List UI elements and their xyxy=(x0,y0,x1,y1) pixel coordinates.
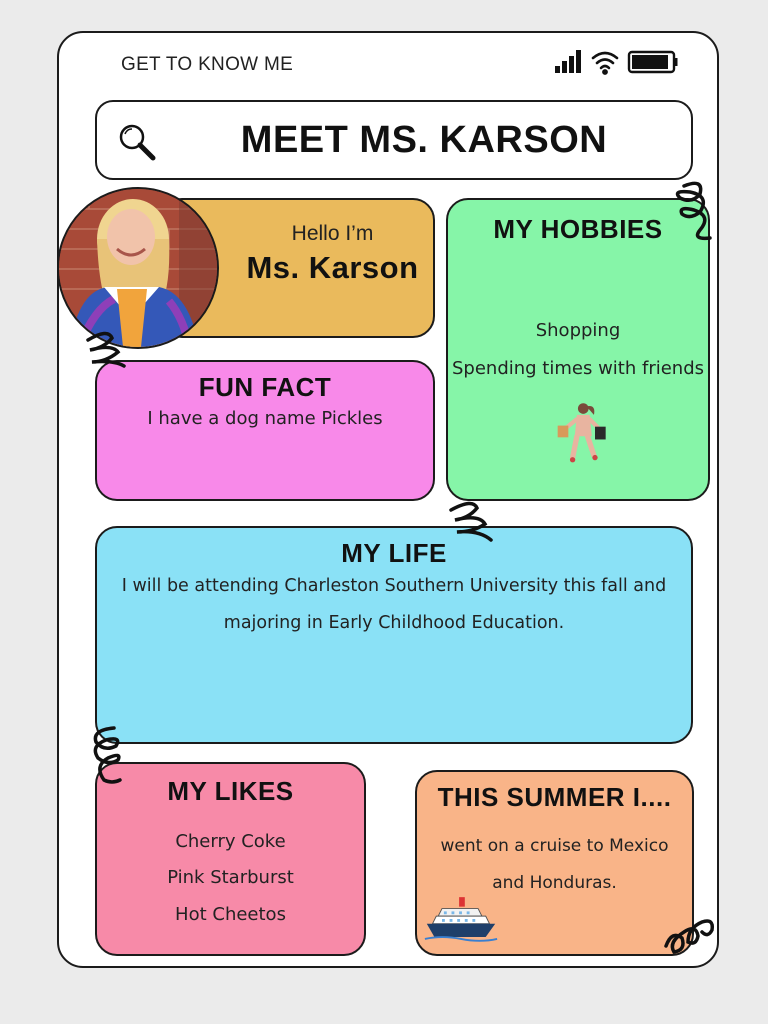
cruise-ship-icon xyxy=(423,894,499,944)
squiggle-decoration xyxy=(82,330,132,375)
squiggle-decoration xyxy=(662,906,718,962)
fun-fact-text: I have a dog name Pickles xyxy=(147,408,383,429)
fun-fact-card xyxy=(95,360,435,501)
squiggle-decoration xyxy=(670,180,718,244)
my-life-line: I will be attending Charleston Southern University this fall and xyxy=(121,576,667,596)
search-icon xyxy=(115,120,159,164)
shopping-woman-icon xyxy=(547,400,611,464)
squiggle-decoration xyxy=(84,724,128,786)
my-likes-card xyxy=(95,762,366,956)
my-life-title: MY LIFE xyxy=(341,538,447,568)
wifi-icon xyxy=(593,53,617,74)
teacher-name: Ms. Karson xyxy=(246,250,419,285)
page-title: MEET MS. KARSON xyxy=(240,119,608,161)
hobbies-title: MY HOBBIES xyxy=(493,214,663,244)
my-life-line: majoring in Early Childhood Education. xyxy=(223,613,565,633)
hobby-item: Shopping xyxy=(535,320,621,341)
squiggle-decoration xyxy=(445,498,497,546)
avatar xyxy=(57,187,219,349)
this-summer-card xyxy=(415,770,694,956)
status-title: GET TO KNOW ME xyxy=(121,54,294,75)
search-bar[interactable] xyxy=(95,100,693,180)
battery-icon xyxy=(629,52,678,72)
signal-icon xyxy=(555,50,581,73)
portrait-image xyxy=(59,189,217,347)
fun-fact-title: FUN FACT xyxy=(198,372,332,402)
summer-line: and Honduras. xyxy=(492,873,617,893)
my-life-card xyxy=(95,526,693,744)
like-item: Pink Starburst xyxy=(167,867,294,888)
hobby-item: Spending times with friends xyxy=(451,358,705,379)
like-item: Cherry Coke xyxy=(175,831,286,852)
my-likes-title: MY LIKES xyxy=(167,776,294,806)
status-icons xyxy=(553,48,678,76)
summer-line: went on a cruise to Mexico xyxy=(440,836,669,856)
like-item: Hot Cheetos xyxy=(175,904,286,925)
summer-title: THIS SUMMER I.... xyxy=(437,782,672,812)
greeting-text: Hello I’m xyxy=(291,222,374,245)
